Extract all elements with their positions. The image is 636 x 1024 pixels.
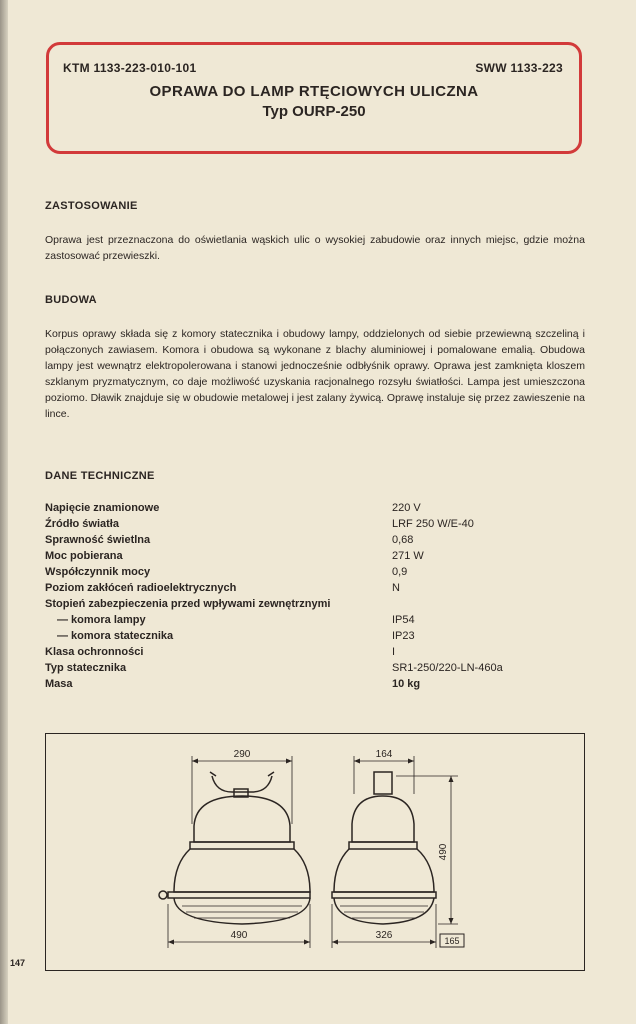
spec-value: N bbox=[392, 582, 400, 594]
spec-value: 0,9 bbox=[392, 566, 408, 578]
sww-code: SWW 1133-223 bbox=[475, 61, 563, 75]
spec-label: Napięcie znamionowe bbox=[45, 502, 160, 514]
spec-label: Stopień zabezpieczenia przed wpływami zewnętrznymi bbox=[45, 598, 331, 610]
dim-height: 490 bbox=[438, 843, 449, 861]
spec-value: IP23 bbox=[392, 630, 415, 642]
spec-label: Współczynnik mocy bbox=[45, 566, 151, 578]
heading-dane-techniczne: DANE TECHNICZNE bbox=[45, 470, 155, 482]
dim-width-top-side: 164 bbox=[375, 749, 393, 760]
spec-row bbox=[45, 646, 545, 662]
spec-value: SR1-250/220-LN-460a bbox=[392, 662, 503, 674]
page-number: 147 bbox=[10, 958, 26, 968]
paragraph-budowa: Korpus oprawy składa się z komory statecznika i obudowy lampy, oddzielonych od siebie przewiewną szczeliną i połączonych zawiasem. Komora i obudowa są wykonane z blachy aluminiowej i pomalowane emalią. Obudowa lampy jest wewnątrz elektropolerowana i stanowi jednocześnie odbłyśnik oprawy. Oprawa jest zamknięta kloszem szklanym pryzmatycznym, co daje możliwość uzyskania racjonalnego rozsyłu światłości. Lampa jest umieszczona poziomo. Dławik znajduje się w obudowie metalowej i jest zalany żywicą. Oprawę instaluje się przez zawieszenie na lince. bbox=[45, 328, 585, 420]
page-binding-edge bbox=[0, 0, 8, 1024]
spec-label: Poziom zakłóceń radioelektrycznych bbox=[45, 582, 237, 594]
spec-value: IP54 bbox=[392, 614, 415, 626]
spec-row bbox=[45, 550, 545, 566]
spec-row bbox=[45, 678, 545, 694]
spec-row bbox=[45, 566, 545, 582]
spec-value: I bbox=[392, 646, 396, 658]
spec-row bbox=[45, 582, 545, 598]
spec-label: Masa bbox=[45, 678, 73, 690]
dim-width-top: 290 bbox=[233, 749, 251, 760]
spec-row bbox=[45, 614, 545, 630]
paragraph-zastosowanie: Oprawa jest przeznaczona do oświetlania wąskich ulic o wysokiej zabudowie oraz innych miejsc, gdzie można zastosować przewieszki. bbox=[45, 234, 585, 262]
spec-label: Moc pobierana bbox=[45, 550, 123, 562]
spec-label: — komora statecznika bbox=[57, 630, 174, 642]
spec-row bbox=[45, 598, 545, 614]
spec-row bbox=[45, 534, 545, 550]
spec-label: Klasa ochronności bbox=[45, 646, 144, 658]
dim-width-bottom: 490 bbox=[230, 930, 248, 941]
spec-row bbox=[45, 630, 545, 646]
dim-box-value: 165 bbox=[444, 936, 460, 946]
spec-value: 0,68 bbox=[392, 534, 414, 546]
spec-value: LRF 250 W/E-40 bbox=[392, 518, 474, 530]
spec-row bbox=[45, 502, 545, 518]
luminaire-drawing bbox=[46, 734, 583, 969]
side-view-luminaire bbox=[332, 772, 436, 924]
dim-width-bottom-side: 326 bbox=[375, 930, 393, 941]
technical-drawing bbox=[45, 733, 585, 971]
heading-zastosowanie: ZASTOSOWANIE bbox=[45, 200, 138, 212]
spec-label: Typ statecznika bbox=[45, 662, 127, 674]
spec-label: — komora lampy bbox=[57, 614, 146, 626]
spec-value: 10 kg bbox=[392, 678, 421, 690]
ktm-code: KTM 1133-223-010-101 bbox=[63, 61, 197, 75]
document-subtitle: Typ OURP-250 bbox=[262, 103, 366, 120]
front-view-luminaire bbox=[159, 772, 310, 924]
spec-value: 271 W bbox=[392, 550, 424, 562]
document-title: OPRAWA DO LAMP RTĘCIOWYCH ULICZNA bbox=[149, 83, 479, 100]
title-frame bbox=[46, 42, 582, 154]
spec-label: Źródło światła bbox=[45, 518, 119, 530]
spec-row bbox=[45, 662, 545, 678]
heading-budowa: BUDOWA bbox=[45, 294, 97, 306]
technical-data-table bbox=[45, 502, 545, 694]
spec-row bbox=[45, 518, 545, 534]
spec-value: 220 V bbox=[392, 502, 421, 514]
spec-label: Sprawność świetlna bbox=[45, 534, 151, 546]
